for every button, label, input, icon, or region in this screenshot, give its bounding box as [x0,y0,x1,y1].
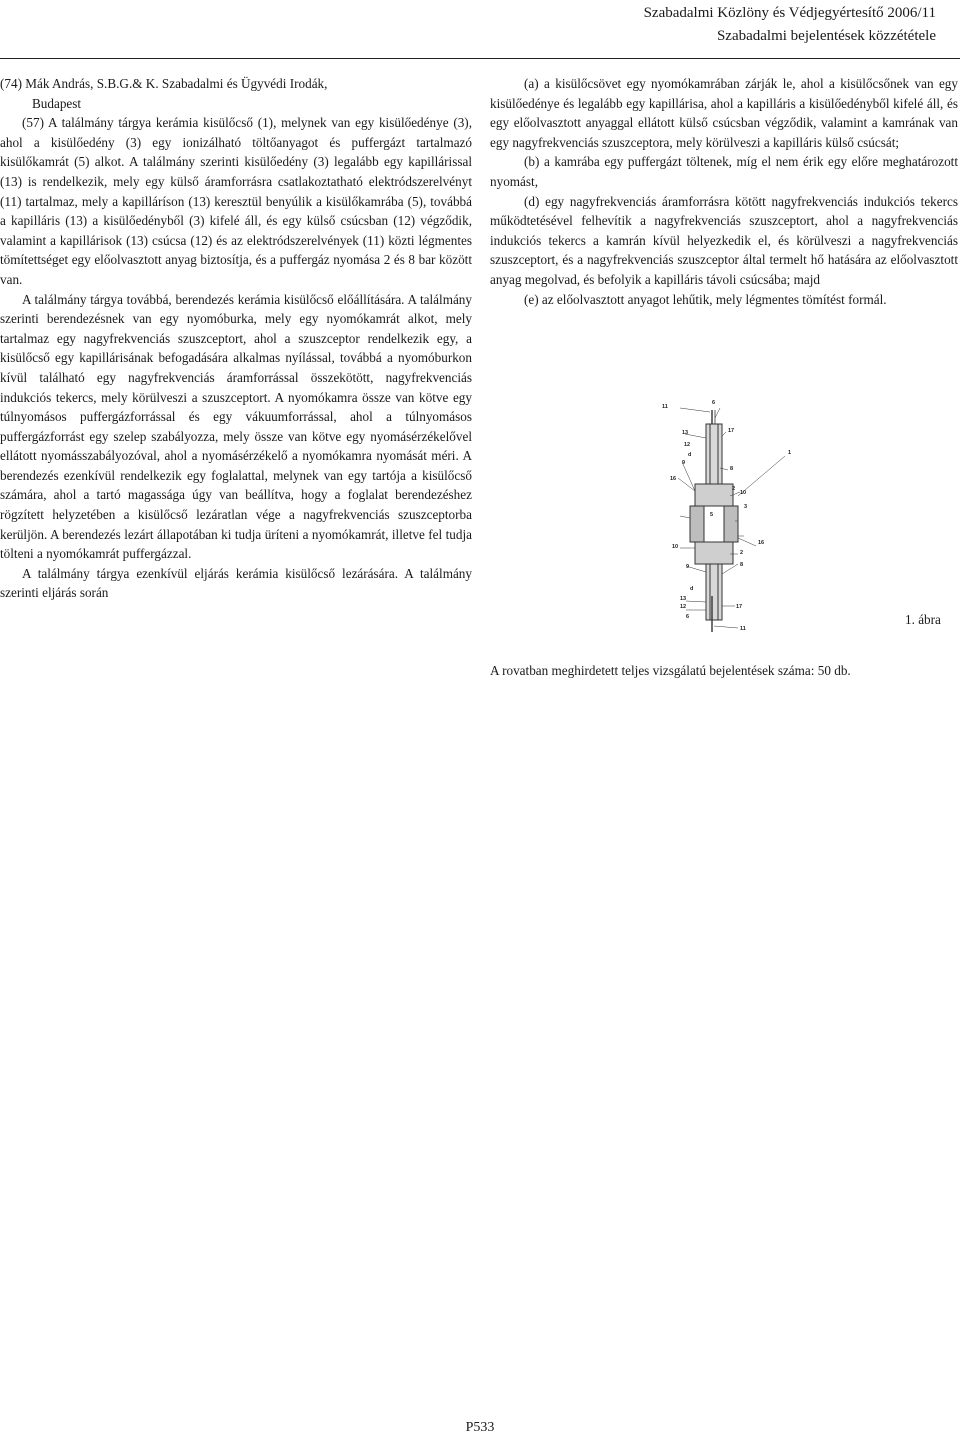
page-header [644,2,936,48]
footnote: A rovatban meghirdetett teljes vizsgálatú bejelentések száma: 50 db. [490,663,851,678]
abstract-paragraph-2: A találmány tárgya továbbá, berendezés kerámia kisülőcső előállítására. A találmány szerinti berendezésnek van egy nyomóburka, mely egy nyomókamrát alkot, mely tartalmaz egy nagyfrekvenciás szuszceptort, ahol a szuszceptor rendelkezik egy, a kisülőcső egy kapillárisának befogadására alkalmas nyílással, továbbá a nyomóburkon kívül található egy nagyfrekvenciás áramforrással összekötött, nagyfrekvenciás indukciós tekercs, mely körülveszi a szuszceptort. A nyomókamra össze van kötve egy túlnyomásos puffergázforrással és egy vákuumforrással, ahol a túlnyomásos puffergázforrást egy szelep szabályozza, mely össze van kötve egy nyomásérzékelővel ellátott nyomásszabályozóval, ahol a nyomásérzékelő a nyomókamra nyomását méri. A berendezés ezenkívül rendelkezik egy foglalattal, melynek van egy tartója a kisülőcső számára, ahol a tartó magassága úgy van beállítva, hogy a foglalat berendezéshez rögzített helyzetében a kisülőcső lezáratlan vége a nagyfrekvenciás szuszceptorba kerüljön. A berendezés lezárt állapotában ki tudja üríteni a nyomókamrát, illetve fel tudja tölteni a nyomókamrát puffergázzal. [0,291,472,562]
label-1: 1 [788,450,792,456]
label-d-bottom: d [690,586,694,592]
label-13-top: 13 [682,430,689,436]
label-16-top: 16 [670,476,677,482]
label-8-bottom: 8 [740,562,744,568]
step-b: (b) a kamrába egy puffergázt töltenek, míg el nem érik egy előre meghatározott nyomást, [490,154,958,189]
abstract-paragraph-3: A találmány tárgya ezenkívül eljárás kerámia kisülőcső lezárására. A találmány szerinti eljárás során [0,565,472,601]
label-5: 5 [710,512,714,518]
abstract-paragraph-1: (57) A találmány tárgya kerámia kisülőcső (1), melynek van egy kisülőedénye (3), ahol a kisülőedény (3) egy ionizálható töltőanyagot és puffergázt tartalmazó kisülőkamrát (5) alkot. A találmány szerinti kisülőedény (3) legalább egy kapillárissal (13) is rendelkezik, mely egy külső áramforrásra csatlakoztatható elektródszerelvényt (11) tartalmaz, mely a kapilláríson (13) keresztül benyúlik a kisülőkamrába (5), továbbá a kapilláris (13) a kisülőedényből (3) kifelé áll, és egy külső csúcsban (12) végződik, valamint a kapillárisok (13) csúcsa (12) és az elektródszerelvények (11) közti légmentes tömítettséget egy előolvasztott anyag biztosítja, és a puffergáz nyomása 2 és 8 bar között van. [0,115,472,287]
label-17-bottom: 17 [736,604,743,610]
discharge-tube-drawing [678,408,785,632]
patent-figure [640,396,840,636]
label-10-top: 10 [740,490,747,496]
section-title: Szabadalmi bejelentések közzététele [716,28,936,44]
label-10-bottom: 10 [672,544,679,550]
attorney-line: (74) Mák András, S.B.G.& K. Szabadalmi és Ügyvédi Irodák, [0,76,328,91]
label-12-top: 12 [684,442,691,448]
label-2-bottom: 2 [740,550,744,556]
label-16-bottom: 16 [758,540,765,546]
page-number: P533 [465,1420,495,1435]
label-6-top: 6 [712,400,716,406]
label-17-top: 17 [728,428,735,434]
figure-caption: 1. ábra [905,612,941,627]
attorney-city: Budapest [32,95,82,111]
label-2-top: 2 [732,486,736,492]
step-e: (e) az előolvasztott anyagot lehűtik, mely légmentes tömítést formál. [524,291,887,307]
label-d-top: d [688,452,692,458]
label-11-bottom: 11 [740,626,746,632]
left-column [0,74,472,603]
step-a: (a) a kisülőcsövet egy nyomókamrában zárják le, ahol a kisülőcsőnek van egy kisülőedénye és legalább egy kapillárisa, ahol a kapilláris a kisülőedényből kifelé áll, és egy előolvasztott anyaggal ellátott külső csúcsban végződik, valamint a kamrának van egy nagyfrekvenciás szuszceptora, mely körülveszi a kapilláris külső csúcsát; [490,76,958,150]
right-column [490,74,958,309]
label-11-top: 11 [662,404,668,410]
label-9-bottom: 9 [686,564,690,570]
label-12-bottom: 12 [680,604,687,610]
label-3: 3 [744,504,748,510]
header-rule [0,58,960,59]
label-8-top: 8 [730,466,734,472]
label-13-bottom: 13 [680,596,687,602]
label-6-bottom: 6 [686,614,690,620]
label-9: 9 [682,460,686,466]
attorney-paragraph [0,74,472,113]
step-d: (d) egy nagyfrekvenciás áramforrásra kötött nagyfrekvenciás indukciós tekercs működtetésével felhevítik a nagyfrekvenciás szuszceptort, ahol a nagyfrekvenciás indukciós tekercs a kamrán kívül helyezkedik el, és körülveszi a nagyfrekvenciás szuszceptort, és a nagyfrekvenciás szuszceptor által termelt hő hatására az előolvasztott anyag megolvad, és befolyik a kapilláris távoli csúcsába; majd [490,193,958,287]
journal-title: Szabadalmi Közlöny és Védjegyértesítő 2006/11 [643,5,936,21]
